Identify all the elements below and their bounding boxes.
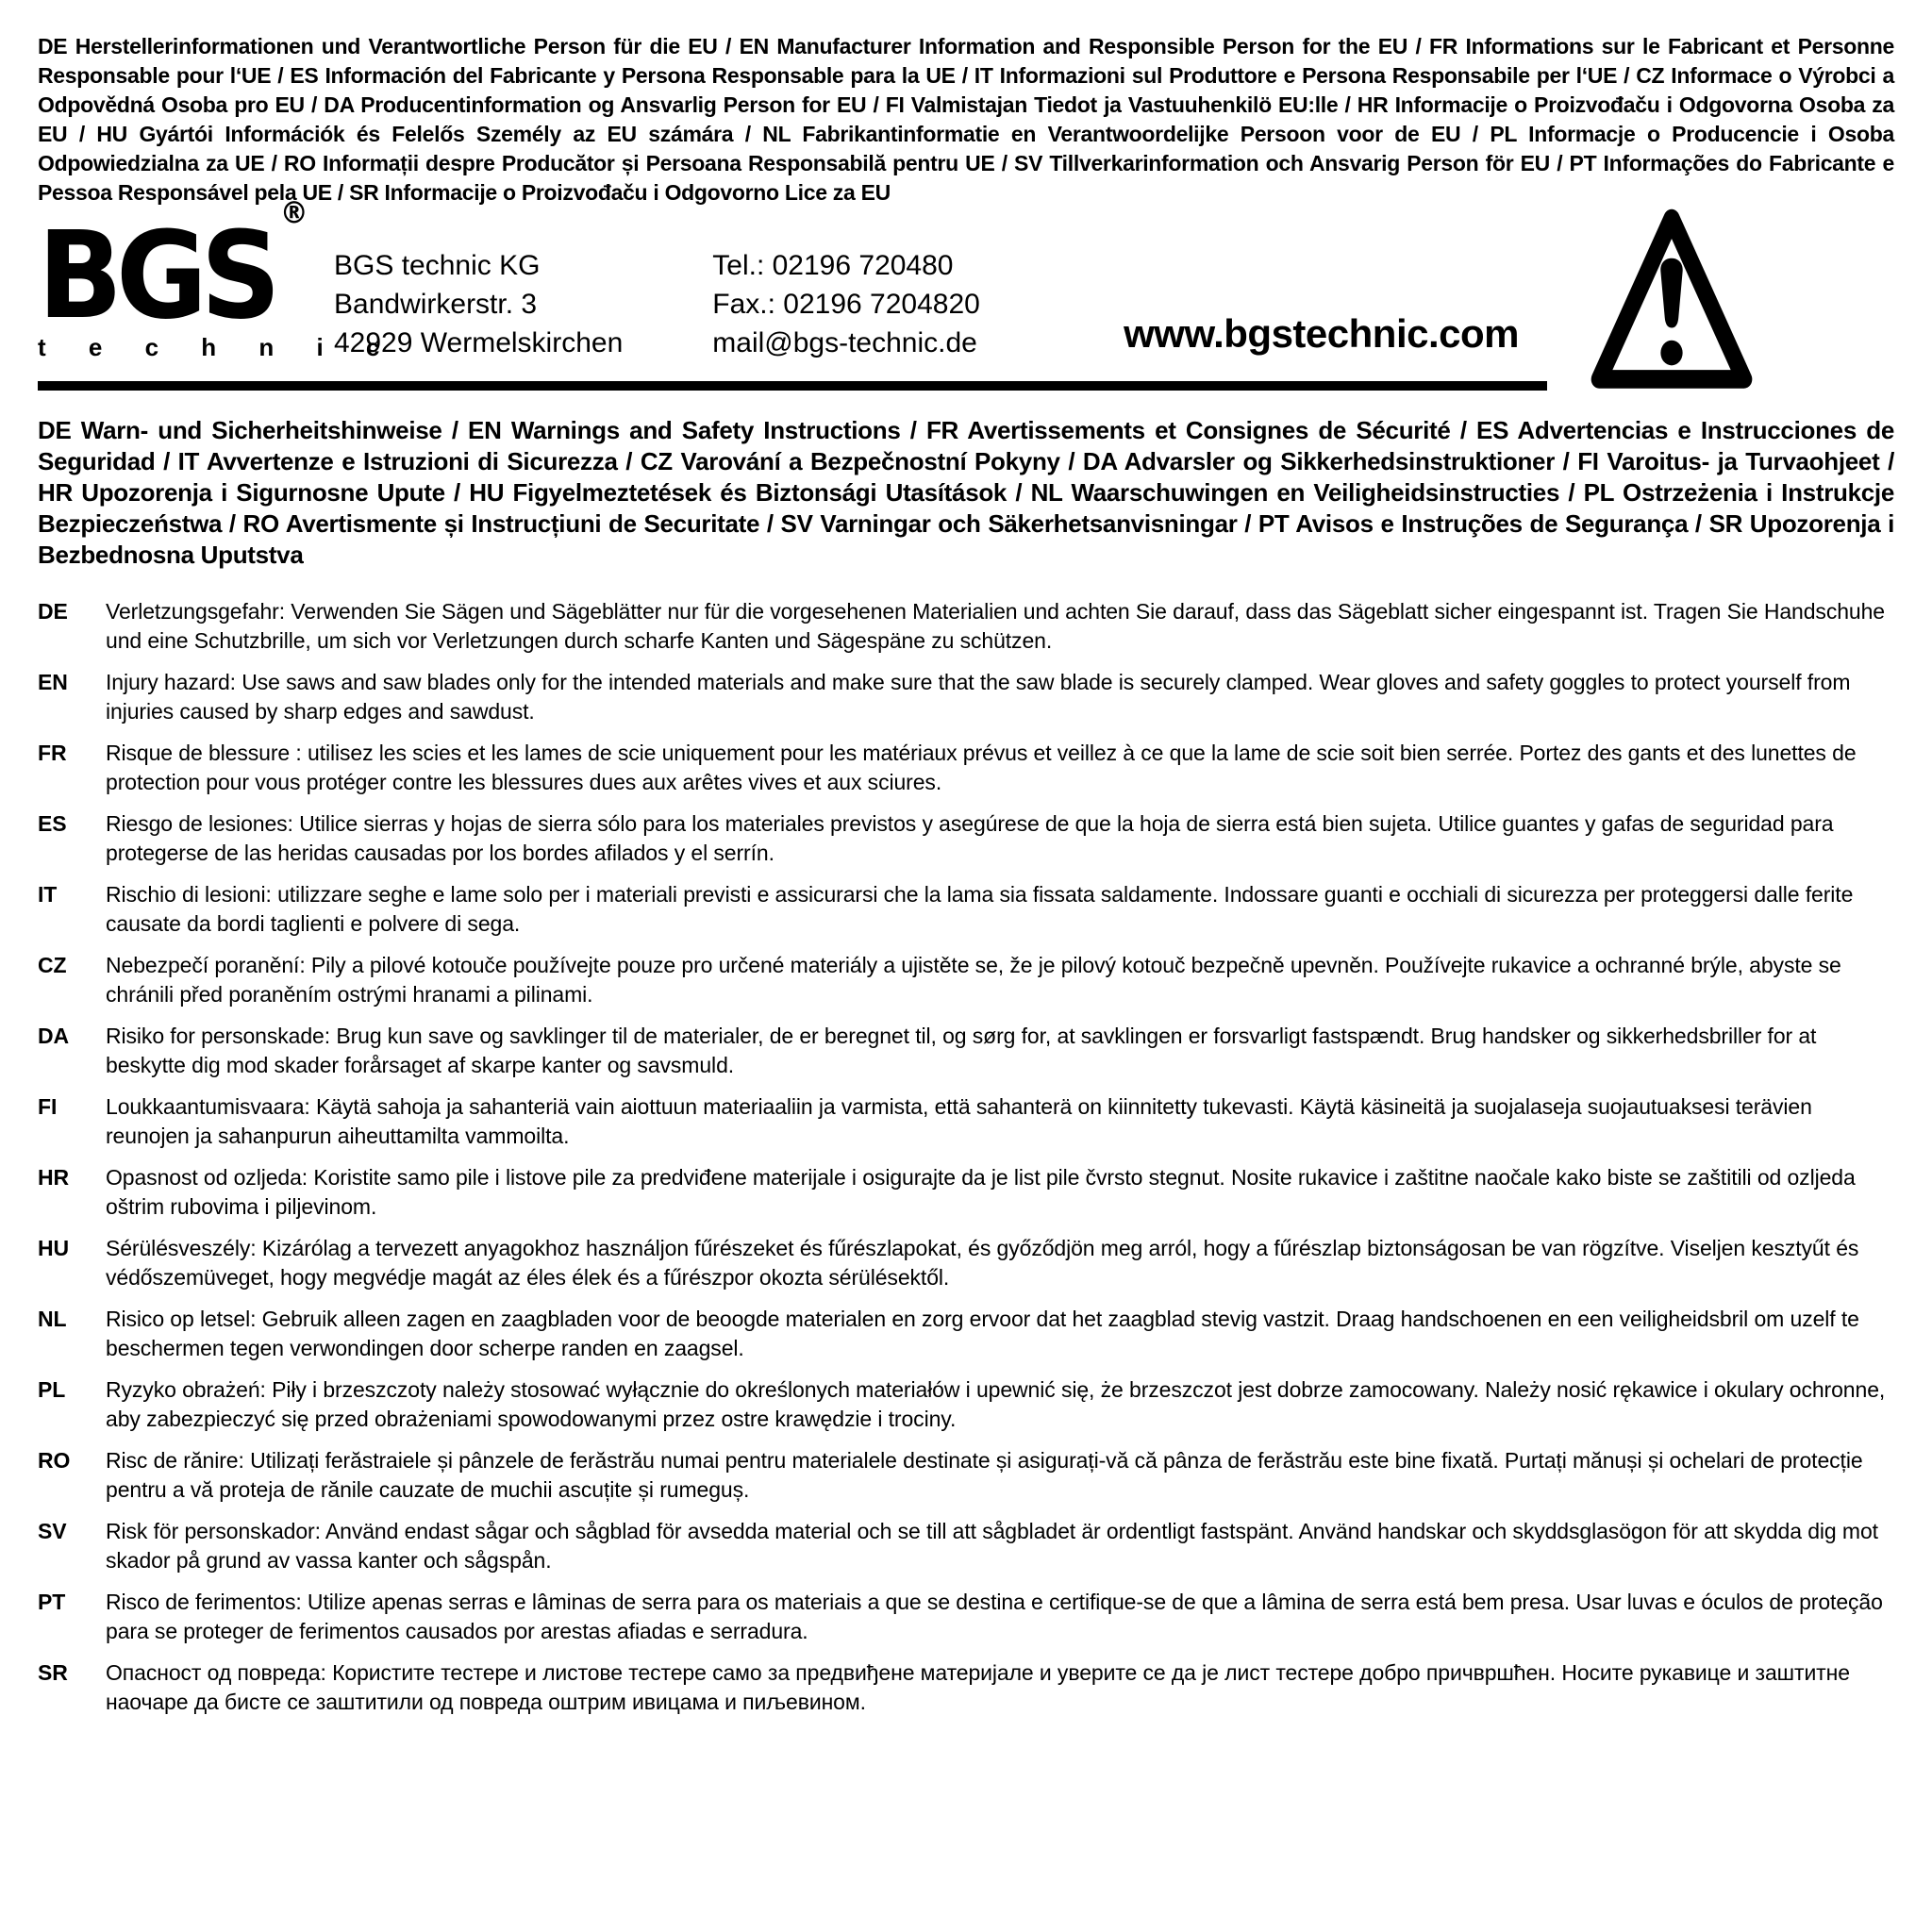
warning-triangle-icon: [1591, 206, 1753, 391]
company-email: mail@bgs-technic.de: [712, 326, 977, 358]
company-website: www.bgstechnic.com: [1124, 310, 1519, 356]
company-fax: Fax.: 02196 7204820: [712, 288, 980, 320]
language-code: ES: [38, 810, 67, 836]
safety-list: [38, 597, 1894, 1717]
language-code: SV: [38, 1518, 67, 1543]
brand-section: [38, 195, 1894, 391]
safety-text: Опасност од повреда: Користите тестере и листове тестере само за предвиђене материјале и уверите се да је лист тестере добро причвршћен. Носите рукавице и заштитне наочаре да бисте се заштитили од повреда оштрим ивицама и пиљевином.: [106, 1659, 1850, 1714]
safety-text: Opasnost od ozljeda: Koristite samo pile i listove pile za predviđene materijale i osigurajte da je list pile čvrsto stegnut. Nosite rukavice i zaštitne naočale kako biste se zaštitili od ozljeda oštrim rubovima i piljevinom.: [106, 1164, 1856, 1219]
bgs-logo: [38, 195, 398, 362]
safety-text: Injury hazard: Use saws and saw blades only for the intended materials and make sure that the saw blade is securely clamped. Wear gloves and safety goggles to protect yourself from injuries caused by sharp edges and sawdust.: [106, 669, 1851, 724]
language-code: RO: [38, 1447, 71, 1473]
safety-text: Verletzungsgefahr: Verwenden Sie Sägen und Sägeblätter nur für die vorgesehenen Materialien und achten Sie darauf, dass das Sägeblatt sicher eingespannt ist. Tragen Sie Handschuhe und eine Schutzbrille, um sich vor Verletzungen durch scharfe Kanten und Sägespäne zu schützen.: [106, 598, 1885, 653]
safety-item: [38, 1163, 1894, 1222]
language-code: DA: [38, 1023, 70, 1048]
safety-text: Loukkaantumisvaara: Käytä sahoja ja sahanteriä vain aiottuun materiaaliin ja varmista, että sahanterä on kiinnitetty tukevasti. Käytä käsineitä ja suojalaseja suojautuaksesi terävien reunojen ja sahanpurun aiheuttamilta vammoilta.: [106, 1093, 1812, 1148]
safety-text: Risiko for personskade: Brug kun save og savklinger til de materialer, de er beregnet til, og sørg for, at savklingen er forsvarligt fastspændt. Brug handsker og sikkerhedsbriller for at beskytte dig mod skader forårsaget af skarpe kanter og savsmuld.: [106, 1023, 1817, 1077]
logo-technic-text: t e c h n i c: [38, 332, 398, 361]
language-code: DE: [38, 598, 68, 624]
safety-text: Sérülésveszély: Kizárólag a tervezett anyagokhoz használjon fűrészeket és fűrészlapokat, és győződjön meg arról, hogy a fűrészlap biztonságosan be van rögzítve. Viseljen kesztyűt és védőszemüveget, hogy megvédje magát az éles élek és a fűrészpor okozta sérülésektől.: [106, 1235, 1859, 1290]
company-street: Bandwirkerstr. 3: [334, 288, 538, 320]
manufacturer-info-header: DE Herstellerinformationen und Verantwortliche Person für die EU / EN Manufacturer Information and Responsible Person for the EU / FR Informations sur le Fabricant et Personne Responsable pour l‘UE / ES Información del Fabricante y Persona Responsable para la UE / IT Informazioni sul Produttore e Persona Responsabile per l‘UE / CZ Informace o Výrobci a Odpovědná Osoba pro EU / DA Producentinformation og Ansvarlig Person for EU / FI Valmistajan Tiedot ja Vastuuhenkilö EU:lle / HR Informacije o Proizvođaču i Odgovorna Osoba za EU / HU Gyártói Információk és Felelős Személy az EU számára / NL Fabrikantinformatie en Verantwoordelijke Persoon voor de EU / PL Informacje o Producencie i Osoba Odpowiedzialna za UE / RO Informații despre Producător și Persoana Responsabilă pentru UE / SV Tillverkarinformation och Ansvarig Person för EU / PT Informações do Fabricante e Pessoa Responsável pela UE / SR Informacije o Proizvođaču i Odgovorno Lice za EU: [38, 34, 1894, 205]
company-name: BGS technic KG: [334, 249, 541, 281]
safety-item: [38, 1092, 1894, 1151]
safety-item: [38, 1305, 1894, 1363]
safety-item: [38, 1588, 1894, 1646]
safety-text: Risico op letsel: Gebruik alleen zagen en zaagbladen voor de beoogde materialen en zorg ervoor dat het zaagblad stevig vastzit. Draag handschoenen en een veiligheidsbril om uzelf te beschermen tegen verwondingen door scherpe randen en zaagsel.: [106, 1306, 1859, 1360]
logo-bgs-text: BGS ®: [38, 195, 308, 346]
safety-text: Rischio di lesioni: utilizzare seghe e lame solo per i materiali previsti e assicurarsi che la lama sia fissata saldamente. Indossare guanti e occhiali di sicurezza per proteggersi dalle ferite causate da bordi taglienti e polvere di sega.: [106, 881, 1854, 936]
divider-rule: [38, 381, 1547, 391]
language-code: NL: [38, 1306, 67, 1331]
safety-item: [38, 597, 1894, 656]
safety-item: [38, 951, 1894, 1009]
safety-text: Risk för personskador: Använd endast sågar och sågblad för avsedda material och se till att sågbladet är ordentligt fastspänt. Använd handskar och skyddsglasögon för att skydda dig mot skador på grund av vassa kanter och sågspån.: [106, 1518, 1878, 1573]
language-code: HU: [38, 1235, 70, 1260]
safety-item: [38, 1375, 1894, 1434]
safety-text: Nebezpečí poranění: Pily a pilové kotouče používejte pouze pro určené materiály a ujistěte se, že je pilový kotouč bezpečně upevněn. Používejte rukavice a ochranné brýle, abyste se chránili před poraněním ostrými hranami a pilinami.: [106, 952, 1841, 1007]
safety-item: [38, 1446, 1894, 1505]
safety-text: Risco de ferimentos: Utilize apenas serras e lâminas de serra para os materiais a que se destina e certifique-se de que a lâmina de serra está bem presa. Usar luvas e óculos de proteção para se proteger de ferimentos causados por arestas afiadas e serradura.: [106, 1589, 1883, 1643]
company-tel: Tel.: 02196 720480: [712, 249, 954, 281]
language-code: PT: [38, 1589, 66, 1614]
safety-text: Risc de rănire: Utilizați ferăstraiele și pânzele de ferăstrău numai pentru materialele destinate și asigurați-vă că pânza de ferăstrău este bine fixată. Purtați mănuși și ochelari de protecție pentru a vă proteja de rănile cauzate de muchii ascuțite și rumeguș.: [106, 1447, 1863, 1502]
language-code: IT: [38, 881, 58, 907]
language-code: CZ: [38, 952, 67, 977]
warnings-heading: DE Warn- und Sicherheitshinweise / EN Warnings and Safety Instructions / FR Avertissements et Consignes de Sécurité / ES Advertencias e Instrucciones de Seguridad / IT Avvertenze e Istruzioni di Sicurezza / CZ Varování a Bezpečnostní Pokyny / DA Advarsler og Sikkerhedsinstruktioner / FI Varoitus- ja Turvaohjeet / HR Upozorenja i Sigurnosne Upute / HU Figyelmeztetések és Biztonsági Utasítások / NL Waarschuwingen en Veiligheidsinstructies / PL Ostrzeżenia i Instrukcje Bezpieczeństwa / RO Avertismente și Instrucțiuni de Securitate / SV Varningar och Säkerhetsanvisningar / PT Avisos e Instruções de Segurança / SR Upozorenja i Bezbednosna Uputstva: [38, 415, 1894, 569]
language-code: SR: [38, 1659, 68, 1685]
safety-item: [38, 739, 1894, 797]
language-code: PL: [38, 1376, 66, 1402]
registered-trademark-icon: ®: [279, 195, 308, 231]
company-city: 42929 Wermelskirchen: [334, 326, 624, 358]
safety-text: Ryzyko obrażeń: Piły i brzeszczoty należy stosować wyłącznie do określonych materiałów i upewnić się, że brzeszczot jest dobrze zamocowany. Należy nosić rękawice i okulary ochronne, aby zabezpieczyć się przed obrażeniami spowodowanymi przez ostre krawędzie i trociny.: [106, 1376, 1886, 1431]
language-code: FR: [38, 740, 67, 765]
safety-item: [38, 1234, 1894, 1292]
safety-item: [38, 1658, 1894, 1717]
company-contact-block: [712, 246, 980, 362]
language-code: HR: [38, 1164, 70, 1190]
company-address-block: [334, 246, 623, 362]
safety-item: [38, 1022, 1894, 1080]
safety-item: [38, 880, 1894, 939]
safety-item: [38, 668, 1894, 726]
safety-item: [38, 809, 1894, 868]
language-code: FI: [38, 1093, 58, 1119]
safety-item: [38, 1517, 1894, 1575]
language-code: EN: [38, 669, 68, 694]
safety-text: Risque de blessure : utilisez les scies et les lames de scie uniquement pour les matériaux prévus et veillez à ce que la lame de scie soit bien serrée. Portez des gants et des lunettes de protection pour vous protéger contre les blessures dues aux arêtes vives et aux sciures.: [106, 740, 1857, 794]
safety-text: Riesgo de lesiones: Utilice sierras y hojas de sierra sólo para los materiales previstos y asegúrese de que la hoja de sierra está bien sujeta. Utilice guantes y gafas de seguridad para protegerse de las heridas causadas por los bordes afilados y el serrín.: [106, 810, 1834, 865]
